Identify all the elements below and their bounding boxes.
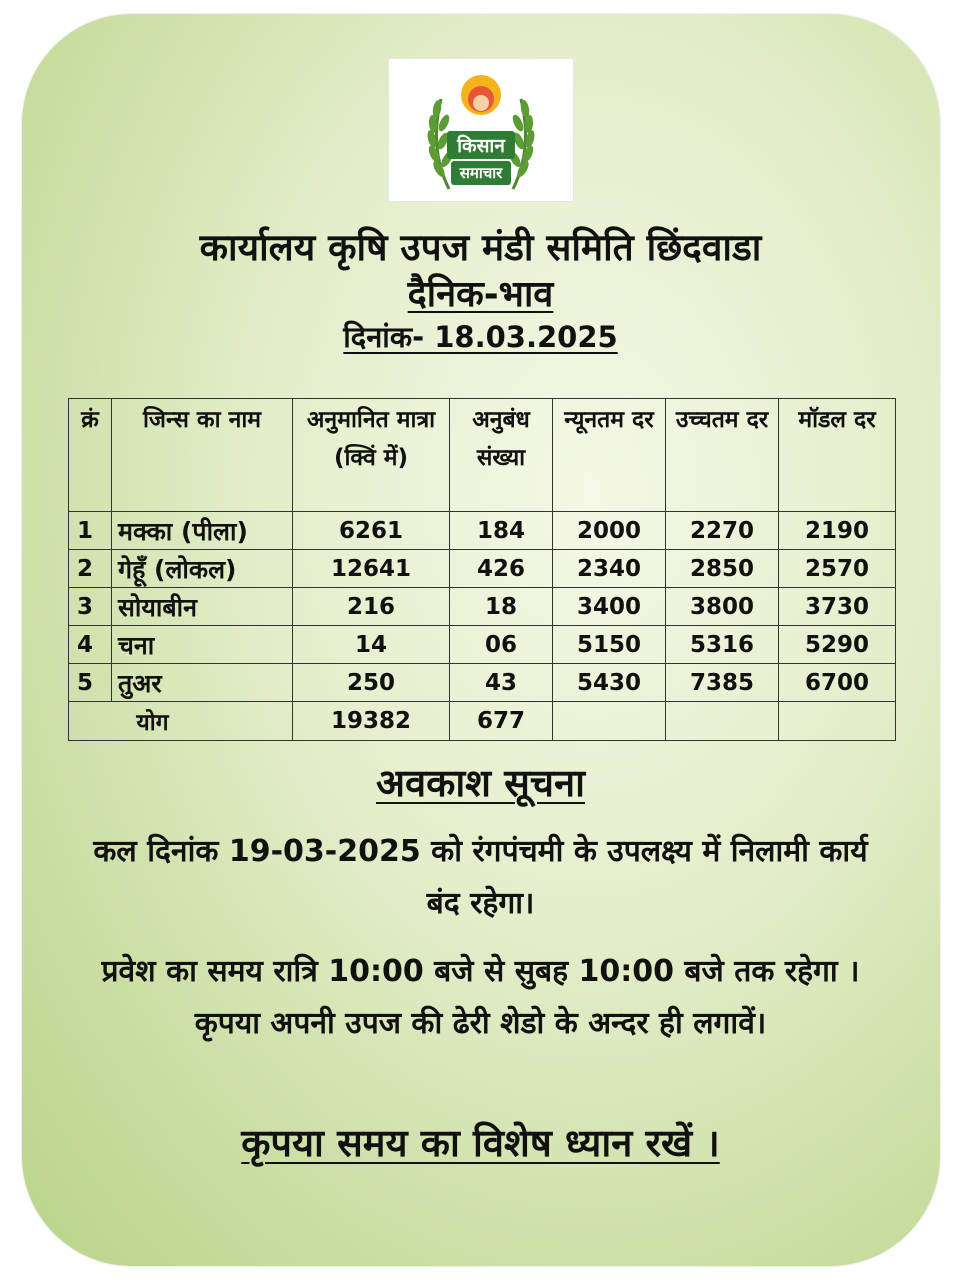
office-title: कार्यालय कृषि उपज मंडी समिति छिंदवाडा [199, 226, 762, 269]
cell-quantity: 216 [293, 588, 450, 626]
cell-max-rate: 2270 [666, 512, 779, 550]
kisan-samachar-logo [388, 58, 574, 202]
cell-empty [666, 702, 779, 741]
cell-total-quantity: 19382 [293, 702, 450, 741]
holiday-notice-title [0, 756, 961, 808]
cell-modal-rate: 3730 [779, 588, 896, 626]
cell-min-rate: 2000 [553, 512, 666, 550]
cell-contracts: 06 [450, 626, 553, 664]
cell-contracts: 426 [450, 550, 553, 588]
cell-commodity: चना [112, 626, 293, 664]
table-row [69, 512, 896, 550]
cell-sn: 3 [69, 588, 112, 626]
cell-sn: 1 [69, 512, 112, 550]
cell-max-rate: 7385 [666, 664, 779, 702]
table-row [69, 626, 896, 664]
cell-modal-rate: 2190 [779, 512, 896, 550]
table-row [69, 664, 896, 702]
daily-rates-subtitle-text: दैनिक-भाव [407, 274, 554, 315]
entry-time-notice-text: प्रवेश का समय रात्रि 10:00 बजे से सुबह 10:00 बजे तक रहेगा । कृपया अपनी उपज की ढेरी शेडो के अन्दर ही लगावें। [101, 954, 860, 1041]
cell-sn: 5 [69, 664, 112, 702]
cell-quantity: 12641 [293, 550, 450, 588]
cell-modal-rate: 6700 [779, 664, 896, 702]
col-header-min-rate: न्यूनतम दर [553, 399, 666, 512]
cell-modal-rate: 5290 [779, 626, 896, 664]
col-header-contracts: अनुबंध संख्या [450, 399, 553, 512]
col-header-max-rate: उच्चतम दर [666, 399, 779, 512]
cell-total-label: योग [69, 702, 293, 741]
table-total-row [69, 702, 896, 741]
cell-max-rate: 3800 [666, 588, 779, 626]
table-row [69, 550, 896, 588]
holiday-notice-title-text: अवकाश सूचना [375, 761, 585, 805]
cell-commodity: सोयाबीन [112, 588, 293, 626]
cell-modal-rate: 2570 [779, 550, 896, 588]
holiday-notice-text: कल दिनांक 19-03-2025 को रंगपंचमी के उपलक्ष्य में निलामी कार्य बंद रहेगा। [93, 834, 868, 921]
cell-commodity: गेहूँ (लोकल) [112, 550, 293, 588]
cell-max-rate: 2850 [666, 550, 779, 588]
cell-contracts: 18 [450, 588, 553, 626]
cell-quantity: 250 [293, 664, 450, 702]
cell-contracts: 184 [450, 512, 553, 550]
cell-min-rate: 5430 [553, 664, 666, 702]
logo-text-samachar: समाचार [459, 164, 503, 182]
cell-max-rate: 5316 [666, 626, 779, 664]
cell-commodity: मक्का (पीला) [112, 512, 293, 550]
cell-sn: 2 [69, 550, 112, 588]
cell-quantity: 6261 [293, 512, 450, 550]
col-header-modal-rate: मॉडल दर [779, 399, 896, 512]
cell-quantity: 14 [293, 626, 450, 664]
col-header-commodity: जिन्स का नाम [112, 399, 293, 512]
cell-commodity: तुअर [112, 664, 293, 702]
cell-min-rate: 5150 [553, 626, 666, 664]
logo-text-kisan: किसान [457, 135, 505, 157]
col-header-quantity: अनुमानित मात्रा (क्विं में) [293, 399, 450, 512]
table-header-row [69, 399, 896, 512]
col-header-sn: क्रं [69, 399, 112, 512]
cell-min-rate: 2340 [553, 550, 666, 588]
cell-contracts: 43 [450, 664, 553, 702]
cell-sn: 4 [69, 626, 112, 664]
closing-request [0, 1116, 961, 1168]
cell-min-rate: 3400 [553, 588, 666, 626]
report-date-text: दिनांक- 18.03.2025 [343, 320, 618, 354]
daily-rates-subtitle [0, 268, 961, 317]
closing-request-text: कृपया समय का विशेष ध्यान रखें । [241, 1121, 720, 1165]
cell-empty [779, 702, 896, 741]
cell-empty [553, 702, 666, 741]
cell-total-contracts: 677 [450, 702, 553, 741]
table-row [69, 588, 896, 626]
commodity-rates-table [68, 398, 896, 741]
report-date [0, 317, 961, 356]
